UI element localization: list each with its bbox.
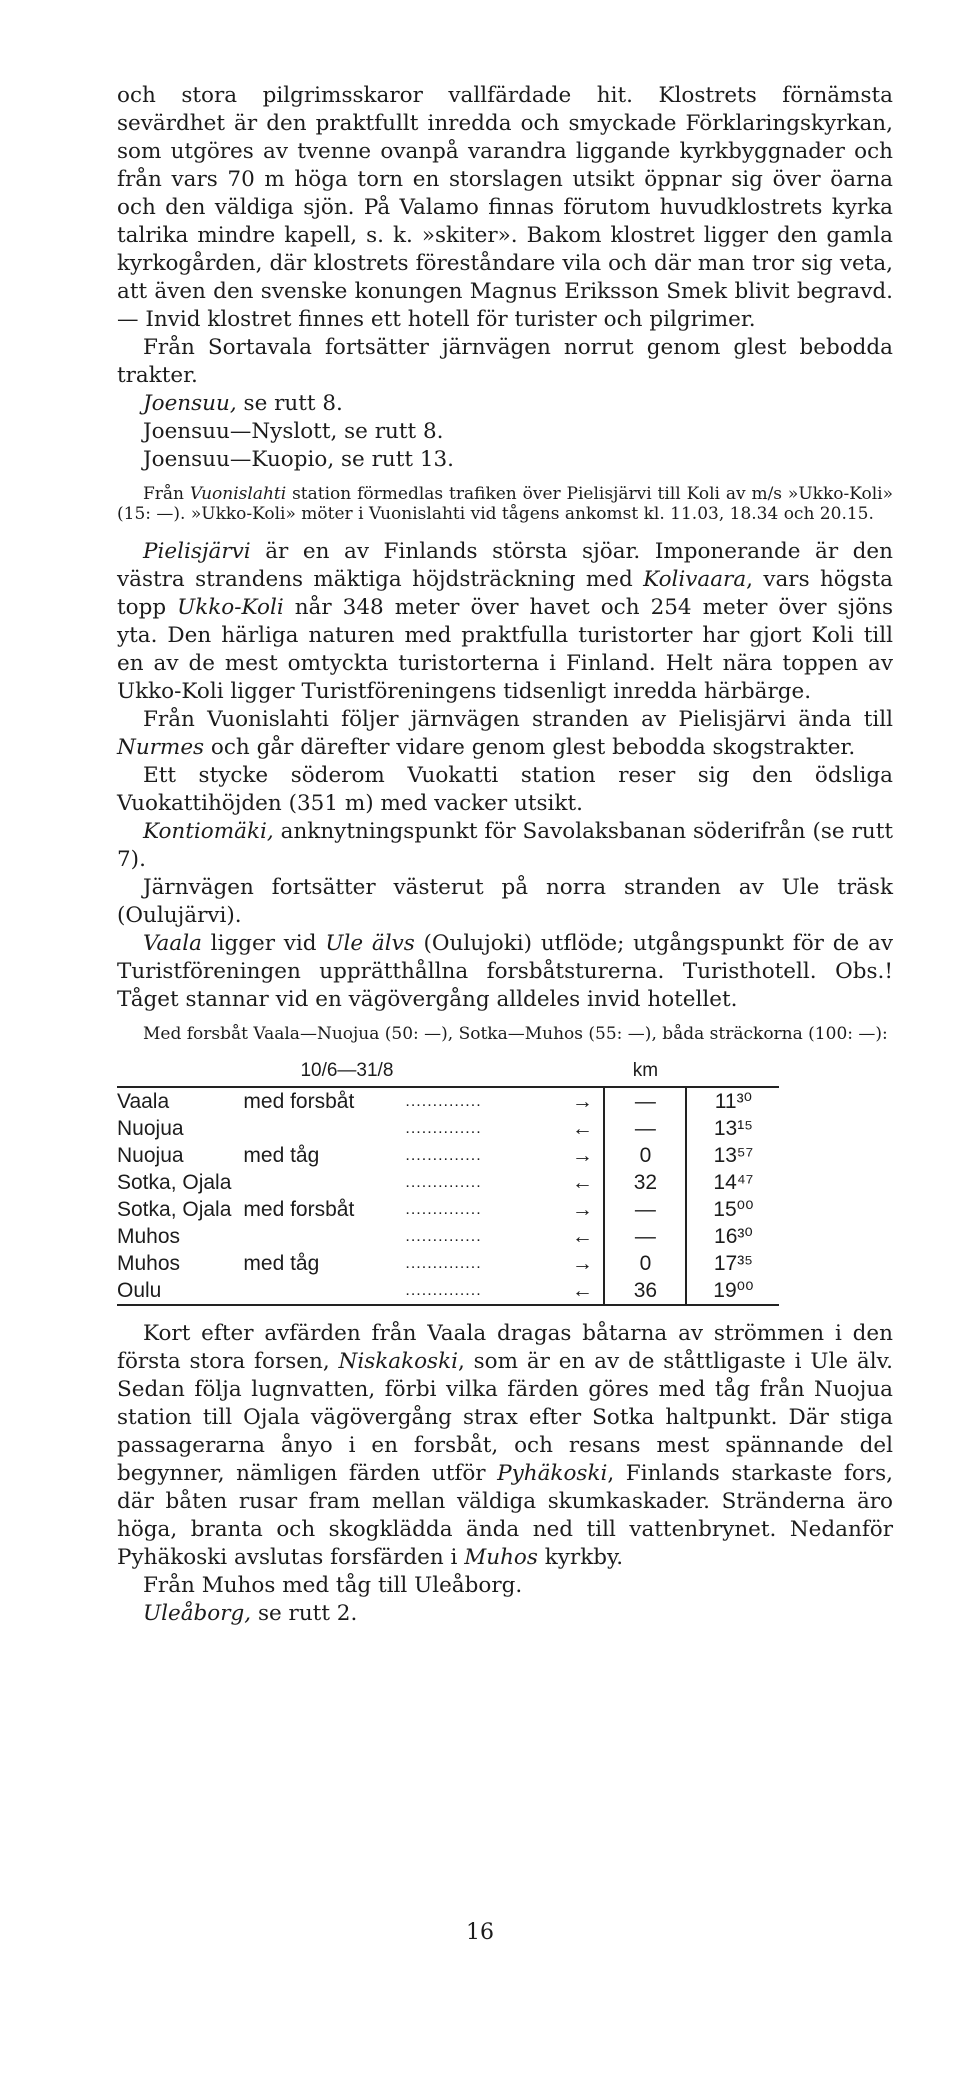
arrow-left-icon: ←: [571, 1116, 593, 1140]
station-name: Muhos: [117, 1251, 181, 1275]
place-kontiomaki: Kontiomäki,: [143, 819, 274, 844]
departure-time: 13⁵⁷: [713, 1143, 754, 1167]
note-vuonislahti: [117, 484, 893, 524]
departure-time: 16³⁰: [714, 1225, 753, 1248]
route-uleaborg: [117, 1600, 893, 1628]
km-value: —: [604, 1087, 686, 1115]
leader-dots: ..............: [405, 1146, 482, 1164]
text: (Oulujoki) utflöde; utgångspunkt för de av Turistföreningen upprätthållna forsbåtsturerna. Turisthotell. Obs.! Tåget stannar vid en vägövergång alldeles invid hotellet.: [117, 931, 893, 1012]
place-vuonislahti: Vuonislahti: [189, 484, 287, 504]
departure-time: 19⁰⁰: [686, 1277, 779, 1305]
paragraph-uleaborg-train: Från Muhos med tåg till Uleåborg.: [143, 1573, 523, 1598]
paragraph-vuokatti: Ett stycke söderom Vuokatti station reser sig den ödsliga Vuokattihöjden (351 m) med vacker utsikt.: [117, 763, 893, 816]
departure-time: 11³⁰: [686, 1087, 779, 1115]
timetable-row: [117, 1250, 779, 1277]
station-name: Oulu: [117, 1277, 237, 1305]
departure-time: 14⁴⁷: [713, 1170, 754, 1194]
timetable-row: [117, 1142, 779, 1169]
station-name: Muhos: [117, 1224, 181, 1248]
text: , Finlands starkaste fors, där båten rusar fram mellan väldiga skumkaskader. Stränderna äro höga, branta och skogklädda ända ned till vattenbrynet. Nedanför Pyhäkoski avslutas forsfärden i: [117, 1461, 894, 1570]
leader-dots: ..............: [399, 1087, 561, 1115]
leader-dots: ..............: [405, 1173, 482, 1191]
timetable-header: [117, 1056, 779, 1087]
place-muhos: Muhos: [464, 1545, 538, 1570]
paragraph-valamo: och stora pilgrimsskaror vallfärdade hit. Klostrets förnämsta sevärdhet är den praktfullt inredda och smyckade Förklaringskyrkan, som utgöres av tvenne ovanpå varandra liggande kyrkbyggnader och från vars 70 m höga torn en storslagen utsikt öppnar sig över öarna och den väldiga sjön. På Valamo finnas förutom huvudklostrets kyrka talrika mindre kapell, s. k. »skiter». Bakom klostret ligger den gamla kyrkogården, där klostrets föreståndare vila och där man tror sig veta, att även den svenske konungen Magnus Eriksson Smek blivit begravd. — Invid klostret finnes ett hotell för turister och pilgrimer.: [117, 83, 893, 332]
station-name: Vaala: [117, 1087, 237, 1115]
arrow-right-icon: →: [571, 1143, 593, 1167]
arrow-left-icon: ←: [571, 1170, 593, 1194]
transport-mode: med forsbåt: [243, 1197, 355, 1221]
route-uleaborg-ref: se rutt 2.: [251, 1601, 358, 1626]
station-name: Sotka, Ojala: [117, 1170, 232, 1194]
paragraph-pielisjarvi: [117, 538, 893, 706]
place-pielisjarvi: Pielisjärvi: [143, 539, 251, 564]
arrow-right-icon: →: [571, 1197, 593, 1221]
note-forsbat: Med forsbåt Vaala—Nuojua (50: —), Sotka—Muhos (55: —), båda sträckorna (100: —):: [143, 1024, 888, 1044]
date-range-header: 10/6—31/8: [300, 1060, 394, 1081]
timetable-row: [117, 1087, 779, 1115]
arrow-right-icon: →: [561, 1087, 604, 1115]
text: når 348 meter över havet och 254 meter över sjöns yta. Den härliga naturen med praktfulla turistorter har gjort Koli till en av de mest omtyckta turistorterna i Finland. Helt nära toppen av Ukko-Koli ligger Turistföreningens tidsenligt inredda härbärge.: [117, 595, 893, 704]
leader-dots: ..............: [405, 1200, 482, 1218]
leader-dots: ..............: [405, 1227, 482, 1245]
text: och går därefter vidare genom glest bebodda skogstrakter.: [204, 735, 856, 760]
paragraph-vuonislahti: [117, 706, 893, 762]
place-joensuu: Joensuu,: [143, 391, 237, 416]
place-ule-alvs: Ule älvs: [325, 931, 415, 956]
paragraph-forsfard: [117, 1320, 893, 1572]
transport-mode: [237, 1277, 399, 1305]
departure-time: 13¹⁵: [713, 1116, 753, 1140]
place-kolivaara: Kolivaara: [643, 567, 747, 592]
place-pyhakoski: Pyhäkoski: [497, 1461, 608, 1486]
km-value: —: [604, 1223, 686, 1250]
place-vaala: Vaala: [143, 931, 202, 956]
departure-time: 17³⁵: [713, 1251, 753, 1275]
km-value: 0: [604, 1250, 686, 1277]
paragraph-kontiomaki: [117, 818, 893, 874]
note-post: station förmedlas trafiken över Pielisjärvi till Koli av m/s »Ukko-Koli» (15: —). »Ukko-Koli» möter i Vuonislahti vid tågens ankomst kl. 11.03, 18.34 och 20.15.: [117, 484, 893, 524]
station-name: Sotka, Ojala: [117, 1197, 232, 1221]
km-value: —: [604, 1196, 686, 1223]
station-name: Nuojua: [117, 1143, 184, 1167]
place-niskakoski: Niskakoski: [338, 1349, 458, 1374]
arrow-left-icon: ←: [561, 1277, 604, 1305]
transport-mode: med tåg: [243, 1251, 320, 1275]
text: , som är en av de ståttligaste i Ule älv. Sedan följa lugnvatten, förbi vilka färden göres med tåg från Nuojua station till Ojala vägövergång strax efter Sotka haltpunkt. Där stiga passagerarna ånyo i en forsbåt, och resans mest spännande del begynner, nämligen färden utför: [117, 1349, 893, 1486]
arrow-right-icon: →: [571, 1251, 593, 1275]
transport-mode: med tåg: [243, 1143, 320, 1167]
text: ligger vid: [201, 931, 326, 956]
page-number: 16: [466, 1920, 494, 1945]
paragraph-sortavala: Från Sortavala fortsätter järnvägen norrut genom glest bebodda trakter.: [117, 335, 893, 388]
place-ukko-koli: Ukko-Koli: [177, 595, 284, 620]
leader-dots: ..............: [405, 1119, 482, 1137]
km-header: km: [632, 1060, 659, 1081]
timetable-row: [117, 1277, 779, 1305]
timetable-row: [117, 1115, 779, 1142]
text: är en av Finlands största sjöar. Imponerande är den västra strandens mäktiga höjdsträckning med: [117, 539, 893, 592]
timetable: [117, 1056, 893, 1306]
paragraph-vaala: [117, 930, 893, 1014]
timetable-row: [117, 1169, 779, 1196]
paragraph-ule-trask: Järnvägen fortsätter västerut på norra stranden av Ule träsk (Oulujärvi).: [117, 875, 893, 928]
route-joensuu-nyslott: Joensuu—Nyslott, se rutt 8.: [143, 419, 444, 444]
arrow-left-icon: ←: [571, 1224, 593, 1248]
text: Kort efter avfärden från Vaala dragas båtarna av strömmen i den första stora forsen,: [117, 1321, 893, 1374]
text: , vars högsta topp: [117, 567, 893, 620]
km-value: —: [604, 1115, 686, 1142]
transport-mode: [237, 1169, 399, 1196]
place-nurmes: Nurmes: [117, 735, 205, 760]
transport-mode: [237, 1115, 399, 1142]
transport-mode: med forsbåt: [237, 1087, 399, 1115]
km-value: 32: [604, 1169, 686, 1196]
timetable-row: [117, 1196, 779, 1223]
timetable-row: [117, 1223, 779, 1250]
station-name: Nuojua: [117, 1116, 184, 1140]
timetable-table: [117, 1056, 779, 1306]
km-value: 36: [604, 1277, 686, 1305]
route-joensuu: [117, 390, 893, 418]
km-value: 0: [604, 1142, 686, 1169]
route-joensuu-ref: se rutt 8.: [236, 391, 343, 416]
text: anknytningspunkt för Savolaksbanan söderifrån (se rutt 7).: [117, 819, 893, 872]
transport-mode: [237, 1223, 399, 1250]
leader-dots: ..............: [405, 1254, 482, 1272]
leader-dots: ..............: [399, 1277, 561, 1305]
place-uleaborg: Uleåborg,: [143, 1601, 252, 1626]
text: kyrkby.: [537, 1545, 624, 1570]
departure-time: 15⁰⁰: [713, 1198, 754, 1221]
route-joensuu-kuopio: Joensuu—Kuopio, se rutt 13.: [143, 447, 455, 472]
text: Från Vuonislahti följer järnvägen stranden av Pielisjärvi ända till: [143, 707, 893, 732]
note-pre: Från: [143, 484, 190, 504]
